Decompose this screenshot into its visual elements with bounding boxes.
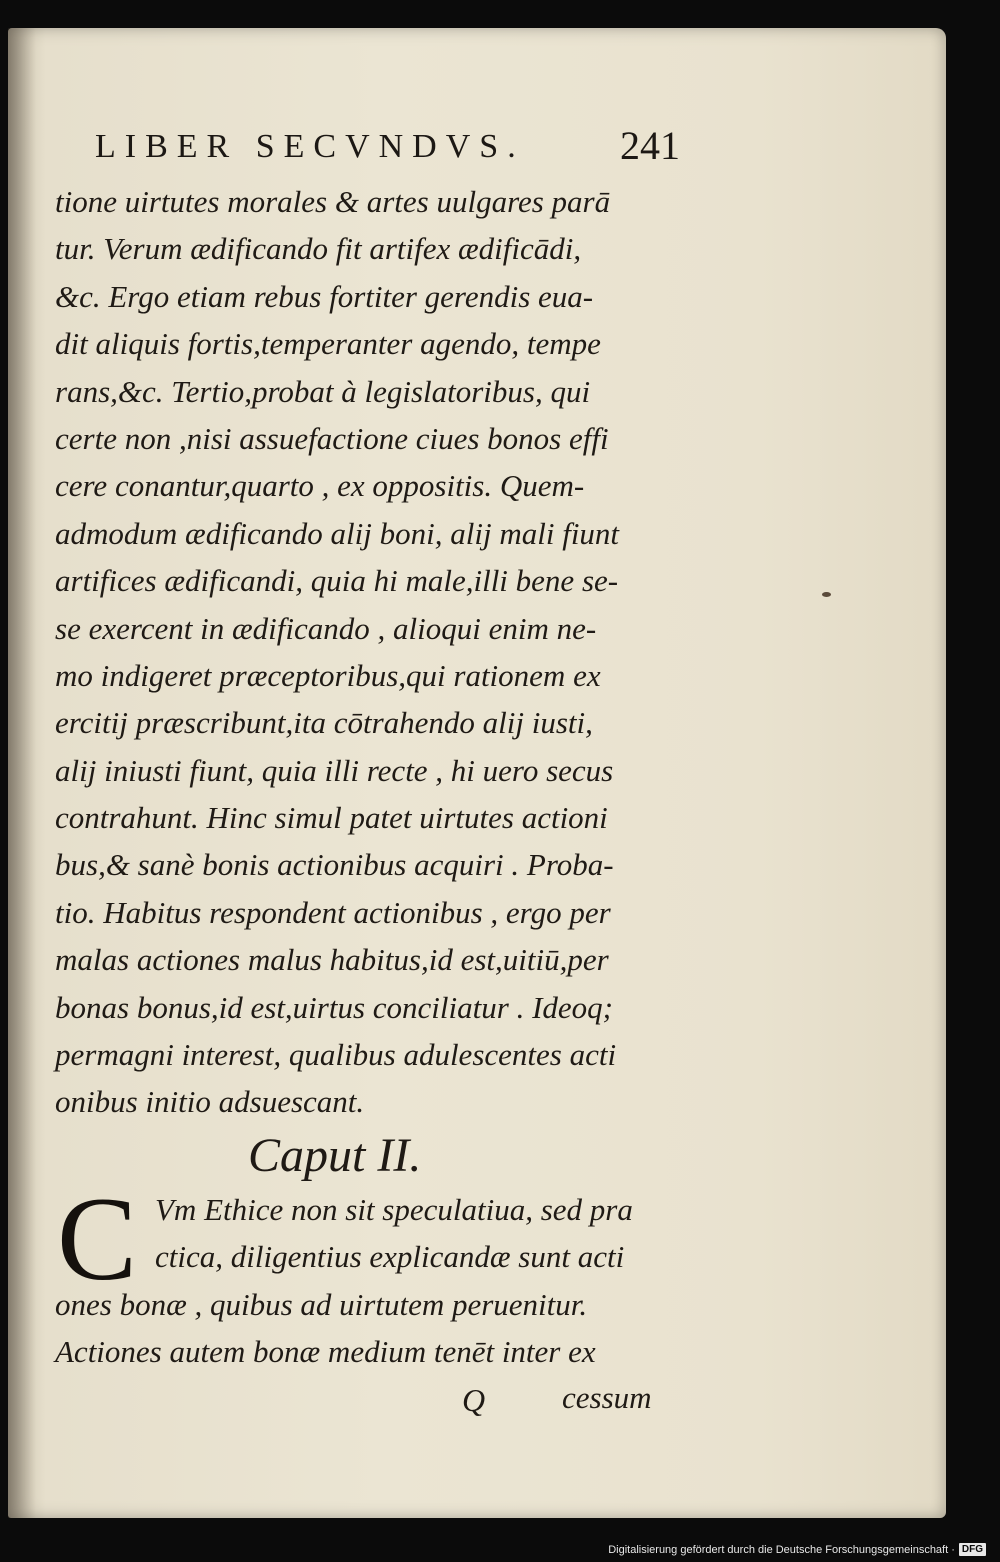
text-line: bonas bonus,id est,uirtus conciliatur . Ideoq; — [55, 989, 613, 1025]
text-line: Vm Ethice non sit speculatiua, sed pra — [155, 1192, 633, 1227]
text-line: mo indigeret præceptoribus,qui rationem ex — [55, 657, 601, 693]
text-line: &c. Ergo etiam rebus fortiter gerendis eua- — [55, 278, 594, 314]
text-line: ones bonæ , quibus ad uirtutem peruenitur. — [55, 1286, 588, 1322]
text-line: tur. Verum ædificando fit artifex ædificādi, — [55, 231, 582, 267]
text-line: Actiones autem bonæ medium tenēt inter ex — [55, 1334, 596, 1370]
text-line: onibus initio adsuescant. — [55, 1084, 365, 1120]
decorative-initial: C — [57, 1172, 138, 1305]
text-line: contrahunt. Hinc simul patet uirtutes actioni — [55, 800, 608, 836]
chapter-heading: Caput II. — [248, 1129, 422, 1182]
catchword: cessum — [562, 1380, 652, 1415]
body-text — [55, 178, 675, 1126]
paper-speck — [822, 592, 831, 597]
text-line: alij iniusti fiunt, quia illi recte , hi uero secus — [55, 752, 614, 788]
spine-shadow — [8, 28, 36, 1518]
credit-text: Digitalisierung gefördert durch die Deutsche Forschungsgemeinschaft · — [608, 1543, 955, 1556]
text-line: cere conantur,quarto , ex oppositis. Quem- — [55, 468, 585, 504]
text-line: se exercent in ædificando , alioqui enim ne- — [55, 610, 597, 646]
page-number: 241 — [620, 123, 680, 168]
signature-mark: Q — [462, 1382, 486, 1418]
digitization-credit — [608, 1543, 986, 1556]
text-line: rans,&c. Tertio,probat à legislatoribus, qui — [55, 373, 591, 409]
text-line: bus,& sanè bonis actionibus acquiri . Proba- — [55, 847, 614, 883]
chapter-text — [55, 1172, 675, 1376]
text-line: admodum ædificando alij boni, alij mali fiunt — [55, 515, 620, 551]
text-line: permagni interest, qualibus adulescentes acti — [55, 1037, 617, 1073]
text-line: tio. Habitus respondent actionibus , ergo per — [55, 894, 611, 930]
dfg-logo: DFG — [959, 1543, 986, 1556]
text-line: artifices ædificandi, quia hi male,illi bene se- — [55, 563, 619, 599]
text-line: dit aliquis fortis,temperanter agendo, tempe — [55, 326, 601, 362]
page-header — [95, 120, 680, 168]
running-title: LIBER SECVNDVS. — [95, 128, 525, 165]
text-line: tione uirtutes morales & artes uulgares parā — [55, 184, 611, 219]
text-line: ercitij præscribunt,ita cōtrahendo alij iusti, — [55, 705, 593, 741]
text-line: malas actiones malus habitus,id est,uitiū,per — [55, 942, 609, 978]
text-line: ctica, diligentius explicandæ sunt acti — [155, 1239, 625, 1275]
text-line: certe non ,nisi assuefactione ciues bonos effi — [55, 420, 609, 456]
